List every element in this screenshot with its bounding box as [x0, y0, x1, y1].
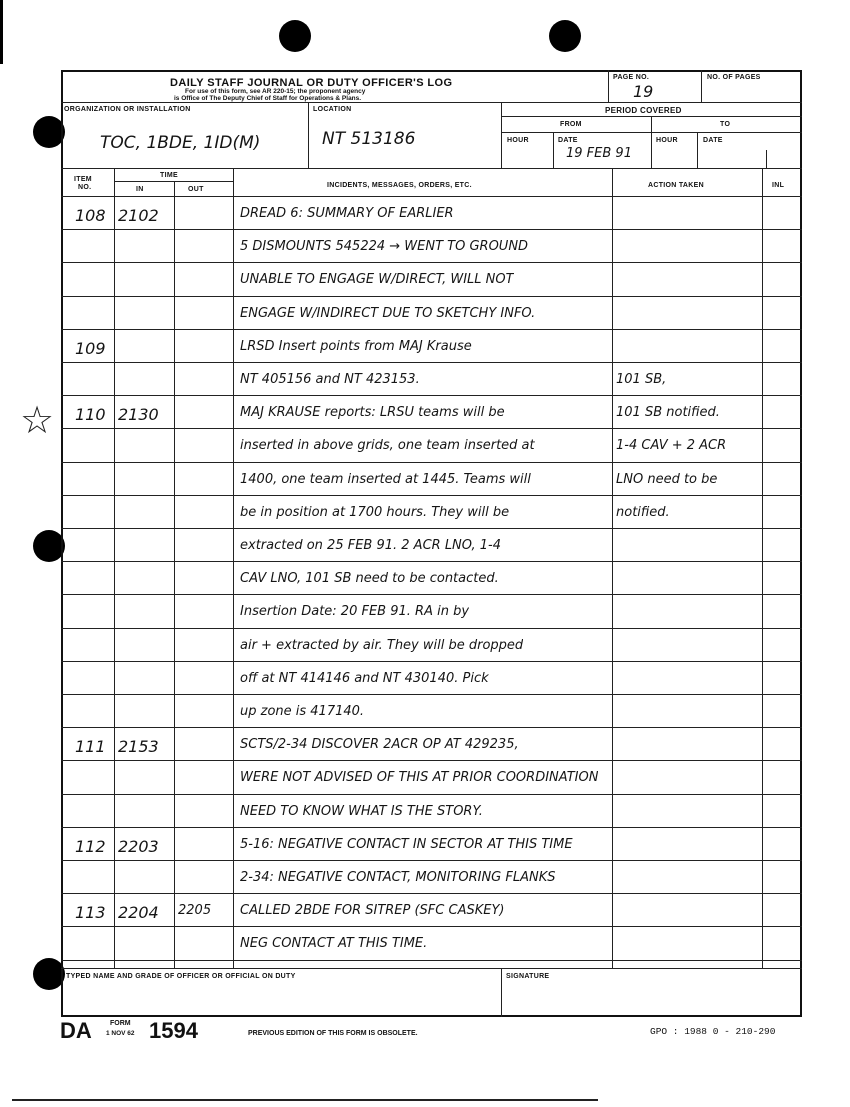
location-value[interactable]: NT 513186: [322, 129, 416, 149]
time-label: TIME: [160, 172, 178, 179]
row-divider: [61, 794, 802, 795]
entry-text[interactable]: be in position at 1700 hours. They will be: [240, 505, 510, 520]
margin-star: ☆: [20, 400, 55, 442]
entry-item-no[interactable]: 111: [75, 737, 106, 756]
gpo-code: GPO : 1988 0 - 210-290: [650, 1026, 776, 1037]
punch-hole-top-left: [279, 20, 311, 52]
entry-text[interactable]: air + extracted by air. They will be dropped: [240, 638, 524, 653]
page-no-value[interactable]: 19: [633, 82, 654, 101]
out-label: OUT: [188, 186, 204, 193]
entry-time-in[interactable]: 2102: [118, 206, 159, 225]
row-divider: [61, 760, 802, 761]
row-divider: [61, 296, 802, 297]
entry-text[interactable]: SCTS/2-34 DISCOVER 2ACR OP AT 429235,: [240, 737, 519, 752]
location-label: LOCATION: [313, 106, 352, 113]
to-date-label: DATE: [703, 137, 723, 144]
form-word: FORM: [110, 1020, 131, 1027]
form-number: 1594: [149, 1018, 198, 1043]
page-edge-line: [0, 0, 3, 64]
previous-edition-note: PREVIOUS EDITION OF THIS FORM IS OBSOLETE.: [248, 1030, 418, 1037]
row-divider: [61, 561, 802, 562]
form-da: DA: [60, 1018, 92, 1043]
entry-item-no[interactable]: 110: [75, 405, 106, 424]
form-subtitle-1: For use of this form, see AR 220-15; the proponent agency: [185, 88, 366, 95]
entry-item-no[interactable]: 108: [75, 206, 106, 225]
entry-text[interactable]: off at NT 414146 and NT 430140. Pick: [240, 671, 489, 686]
entry-text[interactable]: 5 DISMOUNTS 545224 → WENT TO GROUND: [240, 239, 529, 254]
entry-text[interactable]: UNABLE TO ENGAGE W/DIRECT, WILL NOT: [240, 272, 514, 287]
entry-action[interactable]: 101 SB notified.: [616, 405, 720, 420]
row-divider: [61, 262, 802, 263]
row-divider: [61, 860, 802, 861]
entry-text[interactable]: ENGAGE W/INDIRECT DUE TO SKETCHY INFO.: [240, 306, 536, 321]
entry-item-no[interactable]: 109: [75, 339, 106, 358]
entry-text[interactable]: CAV LNO, 101 SB need to be contacted.: [240, 571, 499, 586]
entry-text[interactable]: LRSD Insert points from MAJ Krause: [240, 339, 472, 354]
entry-text[interactable]: DREAD 6: SUMMARY OF EARLIER: [240, 206, 454, 221]
action-taken-label: ACTION TAKEN: [648, 182, 704, 189]
row-divider: [61, 661, 802, 662]
row-divider: [61, 827, 802, 828]
page-no-label: PAGE NO.: [613, 74, 650, 81]
entry-action[interactable]: 1-4 CAV + 2 ACR: [616, 438, 727, 453]
inl-label: INL: [772, 182, 785, 189]
form-date: 1 NOV 62: [106, 1030, 135, 1037]
row-divider: [61, 428, 802, 429]
entry-text[interactable]: NEG CONTACT AT THIS TIME.: [240, 936, 428, 951]
row-divider: [61, 362, 802, 363]
to-label: TO: [720, 121, 731, 128]
entry-text[interactable]: WERE NOT ADVISED OF THIS AT PRIOR COORDINATION: [240, 770, 599, 785]
to-hour-label: HOUR: [656, 137, 678, 144]
typed-name-label: TYPED NAME AND GRADE OF OFFICER OR OFFICIAL ON DUTY: [66, 973, 296, 980]
entry-text[interactable]: MAJ KRAUSE reports: LRSU teams will be: [240, 405, 505, 420]
entry-time-in[interactable]: 2203: [118, 837, 159, 856]
from-date-value[interactable]: 19 FEB 91: [566, 146, 632, 161]
incidents-label: INCIDENTS, MESSAGES, ORDERS, ETC.: [327, 182, 472, 189]
entry-action[interactable]: LNO need to be: [616, 472, 718, 487]
bottom-edge-line: [12, 1099, 598, 1101]
item-label-1: ITEM: [74, 176, 92, 183]
row-divider: [61, 628, 802, 629]
row-divider: [61, 960, 802, 961]
entry-text[interactable]: 5-16: NEGATIVE CONTACT IN SECTOR AT THIS TIME: [240, 837, 573, 852]
entry-text[interactable]: NEED TO KNOW WHAT IS THE STORY.: [240, 804, 483, 819]
organization-label: ORGANIZATION OR INSTALLATION: [64, 106, 191, 113]
from-hour-label: HOUR: [507, 137, 529, 144]
row-divider: [61, 395, 802, 396]
entry-action[interactable]: notified.: [616, 505, 670, 520]
row-divider: [61, 694, 802, 695]
row-divider: [61, 926, 802, 927]
entry-item-no[interactable]: 113: [75, 903, 106, 922]
row-divider: [61, 229, 802, 230]
from-label: FROM: [560, 121, 582, 128]
item-label-2: NO.: [78, 184, 92, 191]
from-date-label: DATE: [558, 137, 578, 144]
row-divider: [61, 495, 802, 496]
entry-text[interactable]: CALLED 2BDE FOR SITREP (SFC CASKEY): [240, 903, 505, 918]
row-divider: [61, 727, 802, 728]
no-of-pages-label: NO. OF PAGES: [707, 74, 761, 81]
row-divider: [61, 594, 802, 595]
entry-text[interactable]: 2-34: NEGATIVE CONTACT, MONITORING FLANKS: [240, 870, 556, 885]
entry-text[interactable]: 1400, one team inserted at 1445. Teams will: [240, 472, 531, 487]
period-covered-label: PERIOD COVERED: [605, 106, 682, 115]
signature-label: SIGNATURE: [506, 973, 550, 980]
entry-item-no[interactable]: 112: [75, 837, 106, 856]
entry-text[interactable]: NT 405156 and NT 423153.: [240, 372, 420, 387]
row-divider: [61, 528, 802, 529]
row-divider: [61, 893, 802, 894]
entry-time-out[interactable]: 2205: [178, 903, 212, 918]
row-divider: [61, 462, 802, 463]
entry-action[interactable]: 101 SB,: [616, 372, 667, 387]
entry-text[interactable]: up zone is 417140.: [240, 704, 365, 719]
entry-text[interactable]: inserted in above grids, one team inserted at: [240, 438, 535, 453]
entry-text[interactable]: extracted on 25 FEB 91. 2 ACR LNO, 1-4: [240, 538, 501, 553]
organization-value[interactable]: TOC, 1BDE, 1ID(M): [100, 133, 261, 153]
entry-time-in[interactable]: 2153: [118, 737, 159, 756]
form-subtitle-2: is Office of The Deputy Chief of Staff for Operations & Plans.: [174, 95, 362, 102]
in-label: IN: [136, 186, 144, 193]
punch-hole-top-right: [549, 20, 581, 52]
row-divider: [61, 329, 802, 330]
entry-text[interactable]: Insertion Date: 20 FEB 91. RA in by: [240, 604, 470, 619]
form-title: DAILY STAFF JOURNAL OR DUTY OFFICER'S LOG: [170, 77, 453, 89]
entry-time-in[interactable]: 2130: [118, 405, 159, 424]
entry-time-in[interactable]: 2204: [118, 903, 159, 922]
